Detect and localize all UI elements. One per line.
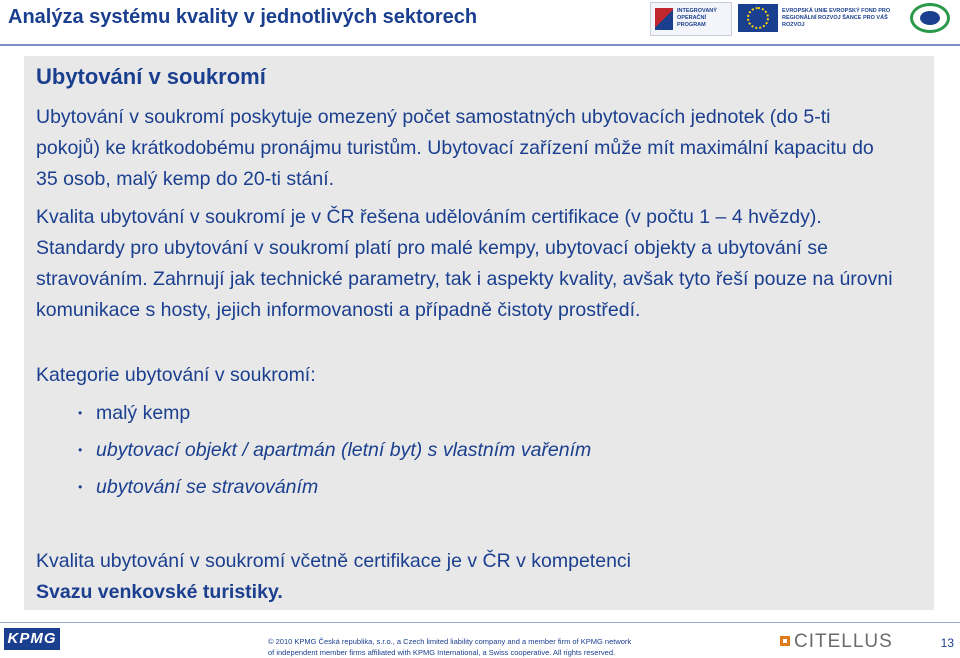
eu-flag-icon (738, 4, 778, 32)
footer-legal (268, 636, 688, 658)
closing-emphasis: Svazu venkovské turistiky. (36, 581, 283, 603)
page-number: 13 (940, 636, 954, 650)
ministry-logo-core (920, 11, 940, 25)
footer-divider (0, 622, 960, 623)
list-item: • ubytování se stravováním (78, 472, 591, 509)
header-divider (0, 44, 960, 46)
certification-paragraph: Kvalita ubytování v soukromí je v ČR řešena udělováním certifikace (v počtu 1 – 4 hvězdy). Standardy pro ubytování v soukromí platí pro malé kempy, ubytovací objekty a ubytování se stravováním. Zahrnují jak technické parametry, tak i aspekty kvality, avšak tyto řeší pouze na úrovni komunikace s hosty, jejich informovanosti a případně čistoty prostředí. (36, 206, 893, 321)
closing-text: Kvalita ubytování v soukromí včetně certifikace je v ČR v kompetenci (36, 550, 631, 572)
integrated-operational-programme-logo (650, 2, 732, 36)
oppi-mark-icon (655, 8, 673, 30)
eu-stars-icon (747, 7, 769, 29)
ministry-logo-icon (908, 2, 952, 34)
citellus-logo-text: CITELLUS (794, 631, 893, 652)
list-item: • ubytovací objekt / apartmán (letní byt) s vlastním vařením (78, 435, 591, 472)
citellus-mark-icon (780, 636, 790, 646)
intro-paragraph: Ubytování v soukromí poskytuje omezený počet samostatných ubytovacích jednotek (do 5-ti pokojů) ke krátkodobému pronájmu turistům. Ubytovací zařízení může mít maximální kapacitu do 35 osob, malý kemp do 20-ti stání. (36, 106, 874, 190)
oppi-logo-text: INTEGROVANÝ OPERAČNÍ PROGRAM (677, 8, 717, 28)
footer-legal-line-2: of independent member firms affiliated with KPMG International, a Swiss cooperative. All rights reserved. (268, 648, 616, 657)
categories-label: Kategorie ubytování v soukromí: (36, 364, 316, 386)
slide-title: Analýza systému kvality v jednotlivých sektorech (8, 6, 478, 28)
kpmg-logo: KPMG (4, 628, 60, 650)
section-title: Ubytování v soukromí (36, 64, 266, 89)
eu-logo-text: EVROPSKÁ UNIE EVROPSKÝ FOND PRO REGIONÁLNÍ ROZVOJ ŠANCE PRO VÁŠ ROZVOJ (782, 8, 891, 28)
closing-paragraph (36, 546, 896, 608)
footer-legal-line-1: © 2010 KPMG Česká republika, s.r.o., a Czech limited liability company and a member firm of KPMG network (268, 637, 632, 646)
categories-list (78, 398, 591, 509)
citellus-logo (780, 632, 893, 652)
list-item: • malý kemp (78, 398, 591, 435)
header-logos (650, 2, 956, 38)
